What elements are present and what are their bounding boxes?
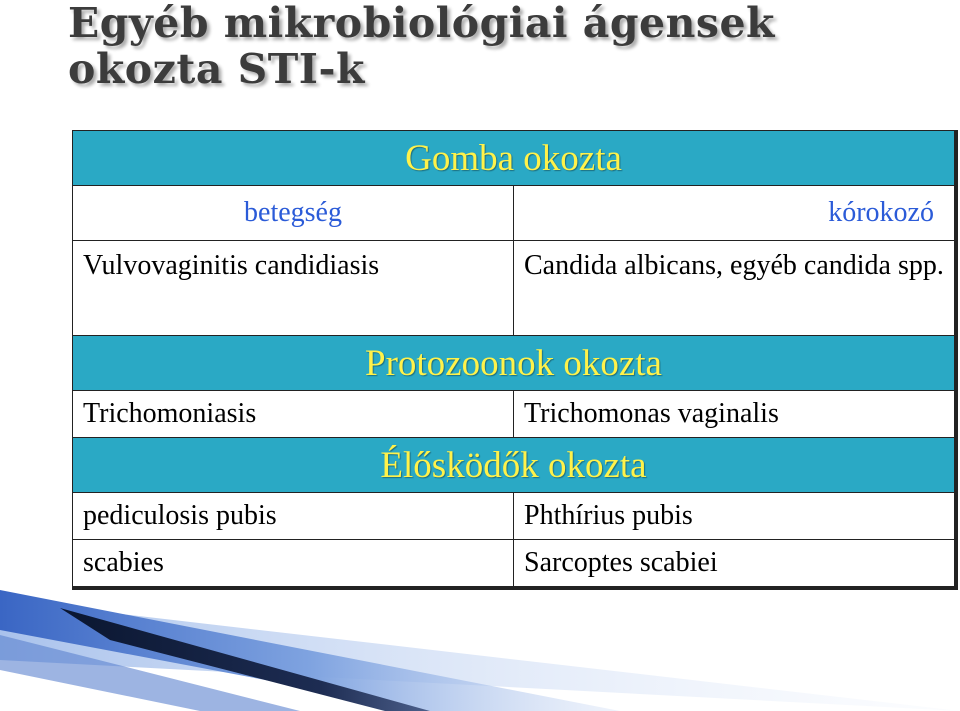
section-row-parasites [73,438,955,493]
table-header-row [73,186,955,241]
slide-title-line-2: okozta STI-k [68,45,365,93]
pathogen-cell: Sarcoptes scabiei [514,540,955,587]
table-row [73,241,955,336]
pathogen-cell: Candida albicans, egyéb candida spp. [514,241,955,336]
table-row [73,540,955,587]
header-pathogen: kórokozó [514,186,955,241]
sti-table-container [72,130,958,590]
section-heading-parasites: Élősködők okozta [73,438,955,493]
section-row-fungal [73,131,955,186]
table-row [73,493,955,540]
disease-cell: pediculosis pubis [73,493,514,540]
disease-cell: Vulvovaginitis candidiasis [73,241,514,336]
disease-cell: Trichomoniasis [73,391,514,438]
section-heading-fungal: Gomba okozta [73,131,955,186]
pathogen-cell: Phthírius pubis [514,493,955,540]
pathogen-cell: Trichomonas vaginalis [514,391,955,438]
decorative-stripes [0,590,960,711]
table-row [73,391,955,438]
section-heading-protozoa: Protozoonok okozta [73,336,955,391]
sti-table [72,130,955,587]
disease-cell: scabies [73,540,514,587]
slide-title-line-1: Egyéb mikrobiológiai ágensek [68,0,775,47]
section-row-protozoa [73,336,955,391]
slide-title [68,0,775,92]
header-disease: betegség [73,186,514,241]
